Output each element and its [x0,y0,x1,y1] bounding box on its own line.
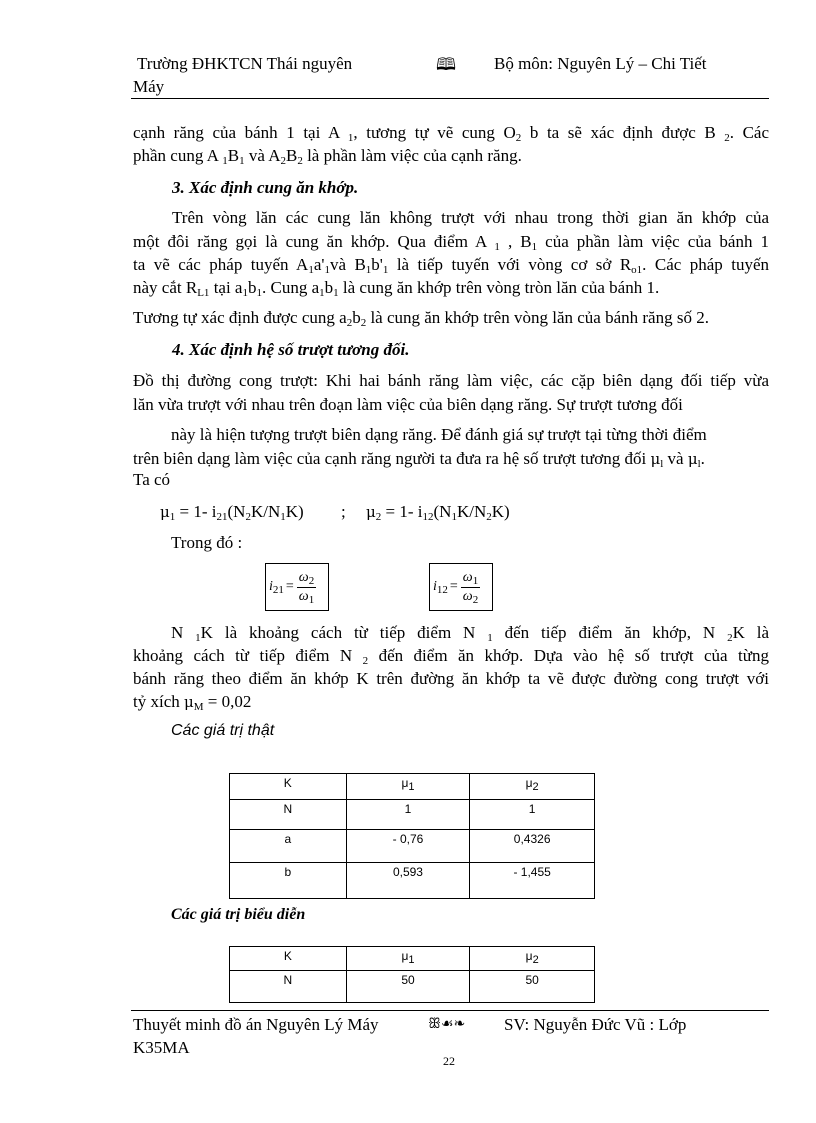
para2-line2: một đôi răng gọi là cung ăn khớp. Qua điểm A $_1$ , $B_1$ của phần làm việc của bánh 1 [133,232,770,253]
para6-line4: tỷ xích $\mu_M = 0,02$ [133,692,252,713]
footer-title: Thuyết minh đồ án Nguyên Lý Máy [133,1015,379,1034]
para4-line1: Đồ thị đường cong trượt: Khi hai bánh răng làm việc, các cặp biên dạng đối tiếp vừa [133,371,769,390]
header-cell-mu2: $\mu_2$ [470,947,595,971]
table-cell: 1 [470,800,595,830]
header-department: Bộ môn: Nguyên Lý – Chi Tiết [494,54,707,73]
footer-class: K35MA [133,1038,190,1057]
real-values-table [229,773,595,899]
para2-line1: Trên vòng lăn các cung lăn không trượt với nhau trong thời gian ăn khớp của [172,208,769,227]
table-row [230,830,595,863]
table-cell: 50 [346,971,470,1003]
table-header-row [230,947,595,971]
para6-line1: N $_1$K là khoảng cách từ tiếp điểm N $_1$ đến tiếp điểm ăn khớp, N $_2$K là [171,623,769,644]
table-row [230,800,595,830]
where-label: Trong đó : [171,533,243,552]
header-rule [131,98,769,99]
header-department-cont: Máy [133,77,165,96]
para2-line4: này cắt $R_{L1}$ tại $a_1b_1$. Cung $a_1b_1$ là cung ăn khớp trên vòng tròn lăn của bánh 1. [133,278,660,299]
para4-line2: lăn vừa trượt với nhau trên đoạn làm việc của biên dạng răng. Sự trượt tương đối [133,395,683,414]
table-cell: N [230,800,347,830]
para5-line3: Ta có [133,470,171,489]
para1-line2: phần cung A $_1B_1$ và $A_2B_2$ là phần làm việc của cạnh răng. [133,146,522,167]
table-row [230,863,595,899]
formula-i21: $i_{21}$ = $\frac{\omega_2}{\omega_1}$ [265,563,329,611]
para6-line2: khoảng cách từ tiếp điểm N $_2$ đến điểm ăn khớp. Dựa vào hệ số trượt của từng [133,646,769,667]
header-cell-k: K [230,947,347,971]
para2-line3: ta vẽ các pháp tuyến $A_1a'_1và$ $B_1b'_1$ là tiếp tuyến với vòng cơ sở $R_{o1}$. Các pháp tuyến [133,255,770,276]
represented-values-table [229,946,595,1003]
real-values-title: Các giá trị thật [171,722,275,739]
table-header-row [230,774,595,800]
footer-student: SV: Nguyễn Đức Vũ : Lớp [504,1015,687,1034]
para1-line1: cạnh răng của bánh 1 tại A $_1$, tương tự vẽ cung $O_2$ b ta sẽ xác định được B $_2$. Các [133,123,770,144]
header-cell-mu2: $\mu_2$ [470,774,595,800]
table-cell: 0,4326 [470,830,595,863]
table-cell: 50 [470,971,595,1003]
table-cell: 1 [346,800,470,830]
section-heading-3: 3. Xác định cung ăn khớp. [172,178,359,197]
equation-mu1: $\mu_1 = 1-$ $i_{21}(N_2K/N_1K)$ [160,502,304,523]
ornament-icon: ꕥ☙❧ [428,1016,466,1032]
table-cell: N [230,971,347,1003]
para3: Tương tự xác định được cung $a_2b_2$ là cung ăn khớp trên vòng lăn của bánh răng số 2. [133,308,709,329]
table-cell: 0,593 [346,863,470,899]
formula-i12: $i_{12}$ = $\frac{\omega_1}{\omega_2}$ [429,563,493,611]
header-cell-mu1: $\mu_1$ [346,774,470,800]
para6-line3: bánh răng theo điểm ăn khớp K trên đường ăn khớp ta vẽ được đường cong trượt với [133,669,769,688]
table-cell: - 0,76 [346,830,470,863]
equation-mu2: $\mu_2 = 1-$ $i_{12}(N_1K/N_2K)$ [366,502,510,523]
para5-line2: trên biên dạng làm việc của cạnh răng người ta đưa ra hệ số trượt tương đối $\mu_l$ và $\mu_l$. [133,449,705,470]
footer-rule [131,1010,769,1011]
equation-separator: ; [341,502,346,521]
table-cell: a [230,830,347,863]
para5-line1: này là hiện tượng trượt biên dạng răng. Để đánh giá sự trượt tại từng thời điểm [171,425,707,444]
book-icon: 🕮 [436,55,457,75]
represented-values-title: Các giá trị biểu diễn [171,906,306,923]
header-school: Trường ĐHKTCN Thái nguyên [137,54,353,73]
header-cell-mu1: $\mu_1$ [346,947,470,971]
table-cell: - 1,455 [470,863,595,899]
section-heading-4: 4. Xác định hệ số trượt tương đối. [172,340,410,359]
header-cell-k: K [230,774,347,800]
table-cell: b [230,863,347,899]
page-number: 22 [443,1054,455,1068]
table-row [230,971,595,1003]
